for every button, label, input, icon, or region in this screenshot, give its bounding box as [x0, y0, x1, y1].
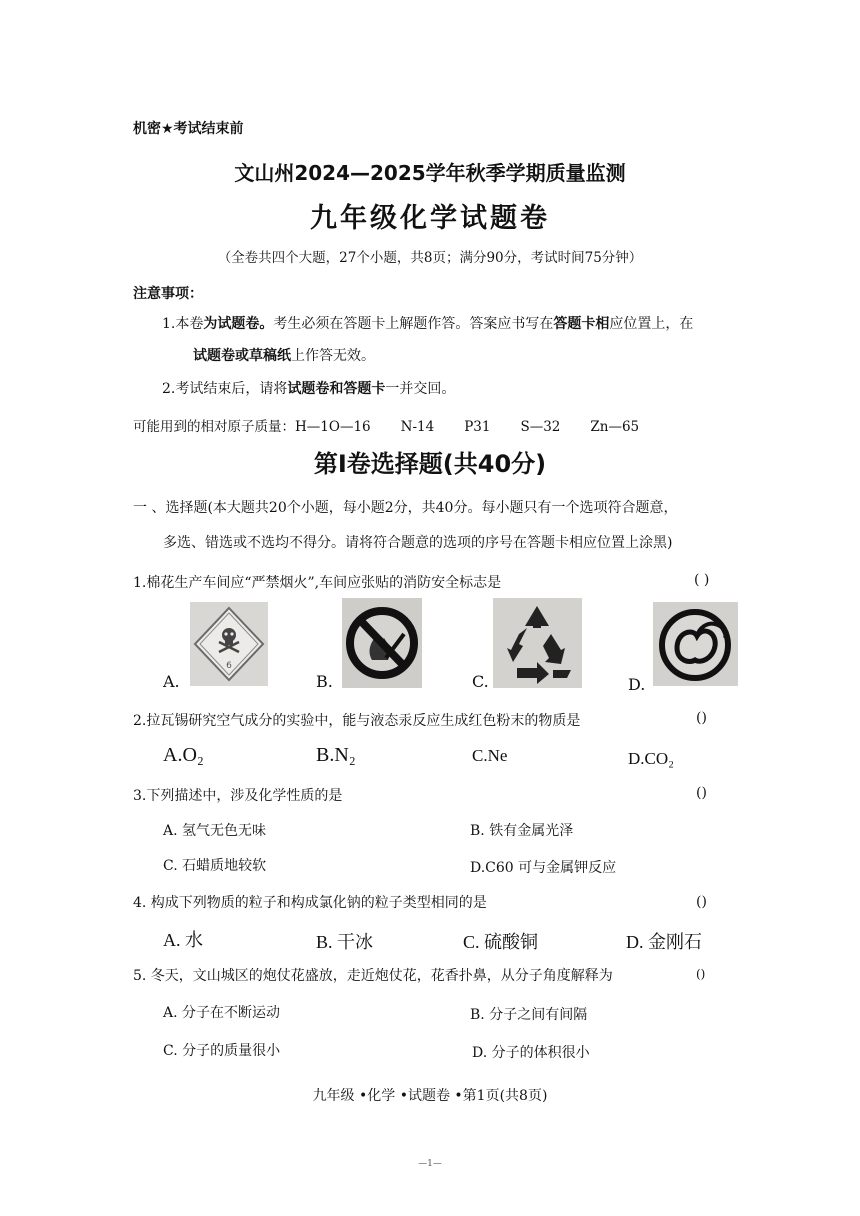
question-1-option-d: D. [628, 675, 646, 694]
question-4-option-a: A. 水 [163, 930, 203, 950]
no-fire-sign-icon [342, 598, 422, 688]
notice-item-1: 1.本卷为试题卷。考生必须在答题卡上解题作答。答案应书写在答题卡相应位置上，在 [162, 316, 694, 332]
question-4-answer-paren: () [696, 894, 707, 910]
page-number: —1— [418, 1159, 442, 1169]
atomic-mass-value: S—32 [520, 419, 561, 435]
toxic-diamond-sign-icon [190, 602, 268, 686]
atomic-mass-value: P31 [464, 419, 491, 435]
question-3-stem: 3.下列描述中，涉及化学性质的是 [133, 788, 343, 804]
recycle-sign-icon [493, 598, 582, 688]
atomic-mass-line: 可能用到的相对原子质量：H—1O—16 N-14 P31 S—32 Zn—65 [133, 419, 640, 435]
water-saving-sign-icon [653, 602, 738, 686]
atomic-mass-value: O—16 [328, 419, 371, 435]
atomic-mass-value: N-14 [400, 419, 435, 435]
question-4-stem: 4. 构成下列物质的粒子和构成氯化钠的粒子类型相同的是 [133, 895, 487, 911]
question-2-option-b: B.N₂ [316, 744, 356, 766]
section-title: 第Ⅰ卷选择题(共40分) [313, 450, 547, 478]
question-2-stem: 2.拉瓦锡研究空气成分的实验中，能与液态汞反应生成红色粉末的物质是 [133, 713, 581, 729]
question-4-option-c: C. 硫酸铜 [463, 932, 539, 952]
question-1-stem: 1.棉花生产车间应“严禁烟火”,车间应张贴的消防安全标志是 [133, 575, 502, 591]
page-footer: 九年级 •化学 •试题卷 •第1页(共8页) [312, 1088, 548, 1104]
question-1-option-b: B. [316, 672, 333, 691]
section-instruction-1: 一 、选择题(本大题共20个小题，每小题2分，共40分。每小题只有一个选项符合题意， [133, 500, 678, 516]
question-3-answer-paren: () [696, 785, 707, 801]
question-4-option-d: D. 金刚石 [626, 932, 702, 952]
question-5-option-c: C. 分子的质量很小 [163, 1043, 281, 1059]
question-3-option-b: B. 铁有金属光泽 [470, 823, 574, 839]
question-2-answer-paren: () [696, 710, 707, 726]
question-5-option-a: A. 分子在不断运动 [163, 1005, 281, 1021]
question-3-option-a: A. 氢气无色无味 [163, 823, 267, 839]
notice-heading: 注意事项： [133, 286, 203, 302]
question-3-option-c: C. 石蜡质地较软 [163, 858, 267, 874]
atomic-mass-value: H—1 [295, 419, 329, 435]
svg-text:6: 6 [226, 661, 232, 671]
question-5-answer-paren: () [696, 967, 706, 981]
question-2-option-d: D.CO₂ [628, 749, 675, 768]
question-4-option-b: B. 干冰 [316, 932, 374, 952]
question-5-stem: 5. 冬天，文山城区的炮仗花盛放，走近炮仗花，花香扑鼻，从分子角度解释为 [133, 968, 613, 984]
question-1-option-c: C. [472, 672, 489, 691]
section-instruction-2: 多选、错选或不选均不得分。请将符合题意的选项的序号在答题卡相应位置上涂黑) [163, 535, 673, 551]
question-3-option-d: D.C60 可与金属钾反应 [470, 860, 617, 876]
question-2-option-a: A.O₂ [163, 744, 204, 766]
exam-subtitle: 九年级化学试题卷 [310, 203, 550, 234]
exam-title: 文山州2024—2025学年秋季学期质量监测 [234, 161, 626, 185]
confidential-label: 机密★考试结束前 [133, 121, 244, 137]
notice-item-2: 2.考试结束后，请将试题卷和答题卡一并交回。 [162, 381, 456, 397]
question-5-option-b: B. 分子之间有间隔 [470, 1007, 588, 1023]
question-1-option-a: A. [163, 672, 180, 691]
exam-info: （全卷共四个大题，27个小题，共8页；满分90分，考试时间75分钟） [217, 250, 643, 266]
question-1-answer-paren: ( ) [694, 572, 710, 588]
atomic-mass-value: Zn—65 [590, 419, 640, 435]
question-2-option-c: C.Ne [472, 746, 508, 765]
question-5-option-d: D. 分子的体积很小 [472, 1045, 590, 1061]
notice-item-1-cont: 试题卷或草稿纸上作答无效。 [193, 348, 375, 364]
